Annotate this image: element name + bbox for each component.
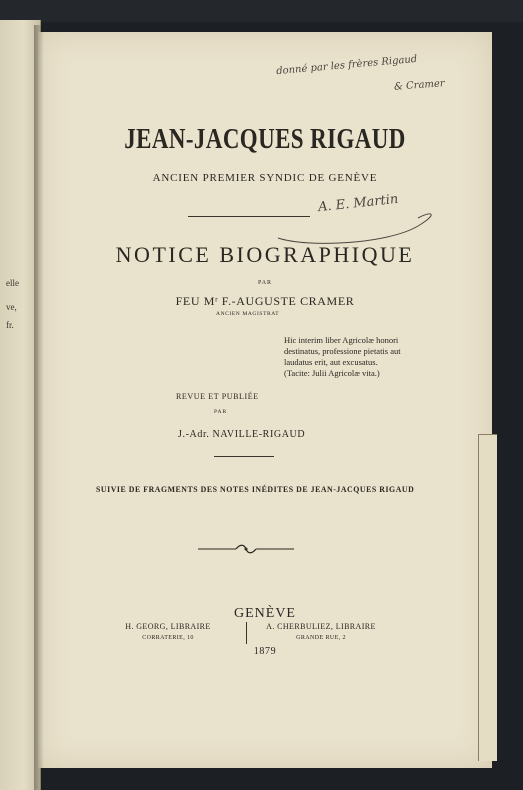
publisher-right-address: GRANDE RUE, 2	[296, 635, 346, 641]
book-subtitle: ANCIEN PREMIER SYNDIC DE GENÈVE	[152, 172, 378, 184]
publisher-right-name: A. CHERBULIEZ, LIBRAIRE	[266, 622, 376, 631]
left-page-fragment: ve,	[6, 302, 17, 312]
epigraph-line: (Tacite: Julii Agricolæ vita.)	[284, 368, 380, 378]
page-tab-edge	[478, 434, 497, 761]
left-page-fragment: fr.	[6, 320, 14, 330]
title-page	[38, 32, 492, 768]
par-label: PAR	[257, 280, 273, 286]
publisher-left-address: CORRATERIE, 10	[142, 635, 194, 641]
author-name: FEU Mʳ F.-AUGUSTE CRAMER	[175, 294, 355, 308]
epigraph-line: laudatus erit, aut excusatus.	[284, 357, 378, 367]
epigraph	[284, 335, 434, 379]
publication-city: GENÈVE	[234, 606, 296, 621]
publisher-divider	[246, 622, 247, 644]
left-page-fragment: elle	[6, 278, 19, 288]
epigraph-line: Hic interim liber Agricolæ honori	[284, 335, 399, 345]
epigraph-line: destinatus, professione pietatis aut	[284, 346, 401, 356]
revised-label: REVUE ET PUBLIÉE	[176, 392, 259, 401]
publisher-left-name: H. GEORG, LIBRAIRE	[125, 622, 211, 631]
publisher-left	[108, 622, 228, 641]
publisher-right	[256, 622, 386, 641]
book-binding	[0, 0, 523, 22]
spine-shadow	[34, 25, 44, 790]
handwritten-dedication-line-1: donné par les frères Rigaud	[275, 53, 418, 78]
author-role: ANCIEN MAGISTRAT	[216, 311, 280, 317]
par-label-2: PAR	[214, 409, 228, 415]
ornament-divider	[196, 544, 296, 554]
notice-heading: NOTICE BIOGRAPHIQUE	[115, 242, 415, 267]
handwritten-dedication-line-2: & Cramer	[393, 78, 445, 93]
editor-name: J.-Adr. NAVILLE-RIGAUD	[178, 429, 306, 440]
book-title: JEAN-JACQUES RIGAUD	[124, 124, 406, 155]
followed-by-note: SUIVIE DE FRAGMENTS DES NOTES INÉDITES DE JEAN-JACQUES RIGAUD	[96, 484, 415, 494]
editor-rule	[214, 456, 274, 457]
handwritten-signature: A. E. Martin	[317, 191, 400, 216]
publication-year: 1879	[253, 646, 277, 657]
